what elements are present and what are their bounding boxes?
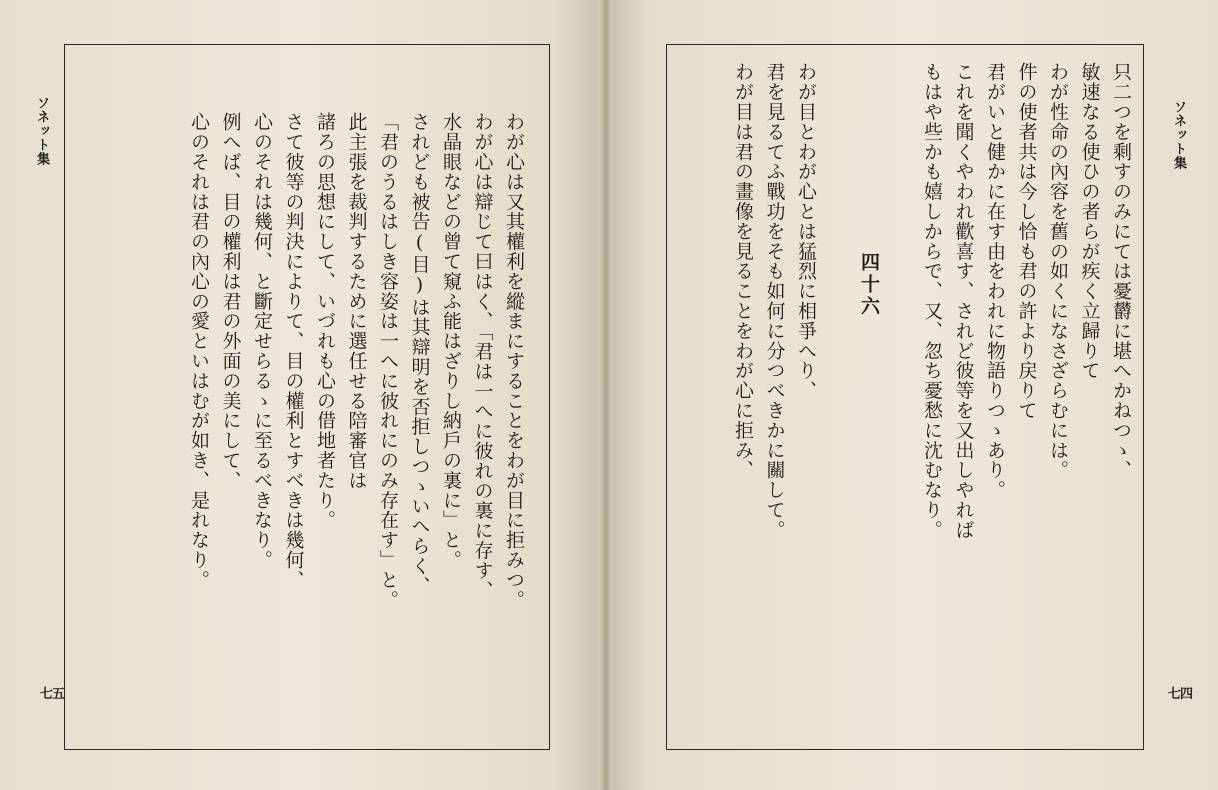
poem-line: 只二つを剩すのみにては憂欝に堪へかねつゝ、	[1110, 62, 1132, 480]
poem-line: 諸ろの思想にして、いづれも心の借地者たり。	[314, 112, 336, 530]
poem-text	[727, 62, 1137, 540]
poem-line: されども被告(目)は其辯明を否拒しつゝいへらく、	[408, 112, 431, 596]
poem-text	[183, 112, 530, 610]
poem-line: 例へば、目の權利は君の外面の美にして、	[219, 112, 242, 491]
poem-line: わが心は又其權利を縱まにすることをわが目に拒みつ。	[503, 112, 525, 610]
poem-line: 「君のうるはしき容姿は一へに彼れにのみ存在す」と。	[377, 112, 399, 610]
book-gutter	[598, 0, 612, 790]
left-page	[0, 0, 604, 790]
poem-line: さて彼等の判決によりて、目の權利とすべきは幾何、	[282, 112, 305, 590]
sonnet-number: 四十六	[858, 252, 880, 318]
poem-line: わが目は君の畫像を見ることをわが心に拒み、	[732, 62, 754, 480]
blank-line	[821, 62, 853, 540]
poem-line: わが性命の內容を舊の如くになさざらむには。	[1047, 62, 1069, 480]
poem-line: わが目とわが心とは猛烈に相爭へり、	[795, 62, 817, 401]
poem-line: 敏速なる使ひの者らが疾く立歸りて	[1078, 62, 1101, 381]
poem-line: 件の使者共は今し恰も君の許より戻りて	[1015, 62, 1038, 421]
poem-line: これを聞くやわれ歡喜す、されど彼等を又出しやれば	[952, 62, 975, 540]
blank-line	[884, 62, 916, 540]
running-head: ソネット集	[1171, 100, 1186, 170]
poem-line: 此主張を裁判するために選任せる陪審官は	[345, 112, 368, 491]
poem-line: 心のそれは君の內心の愛といはむが如き、是れなり。	[188, 112, 210, 590]
poem-line: 心のそれは幾何、と斷定せらるゝに至るべきなり。	[251, 112, 273, 570]
poem-line: 君がいと健かに在す由をわれに物語りつゝあり。	[984, 62, 1006, 500]
right-page	[606, 0, 1218, 790]
poem-line: 君を見るてふ戰功をそも如何に分つべきかに關して。	[763, 62, 786, 540]
poem-line: わが心は辯じて曰はく、「君は一へに彼れの裏に存す、	[471, 112, 494, 600]
poem-line: もはや些かも嬉しからで、又、忽ち憂愁に沈むなり。	[921, 62, 943, 540]
poem-line: 水晶眼などの曾て窺ふ能はざりし納戶の裏に」と。	[440, 112, 462, 570]
page-number: 七五	[40, 687, 65, 702]
page-number: 七四	[1167, 687, 1192, 702]
running-head: ソネット集	[34, 96, 49, 166]
